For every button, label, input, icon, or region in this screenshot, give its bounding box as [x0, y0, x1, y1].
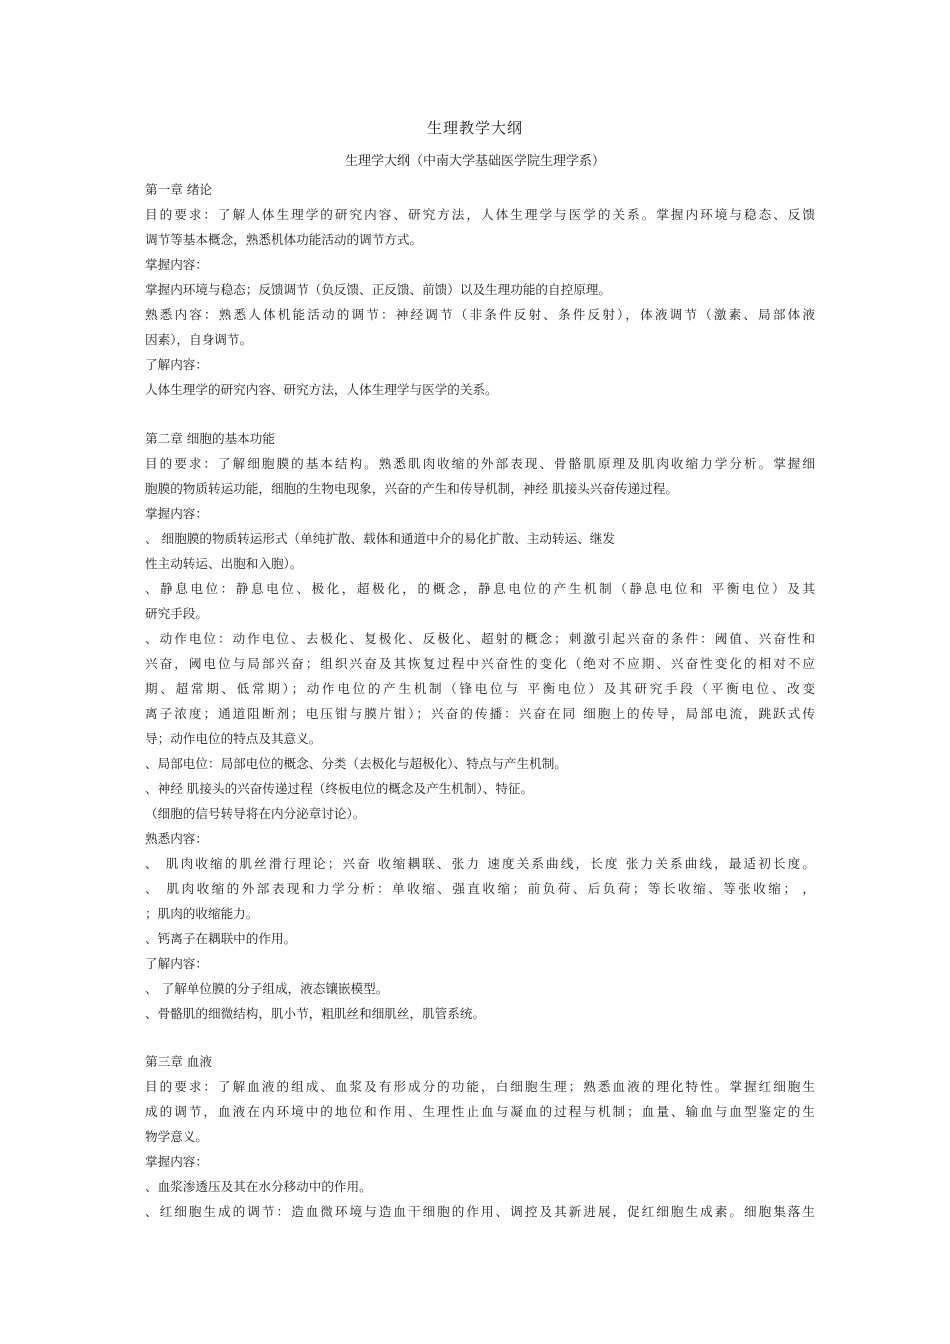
section-label: 掌握内容： — [145, 506, 208, 521]
text-line: 成的调节，血液在内环境中的地位和作用、生理性止血与凝血的过程与机制；血量、输血与血型鉴定的生 — [145, 1104, 815, 1119]
text-line: 胞膜的物质转运功能，细胞的生物电现象，兴奋的产生和传导机制，神经 肌接头兴奋传递过程。 — [145, 481, 678, 496]
list-item: 、 肌肉收缩的肌丝滑行理论；兴奋 收缩耦联、张力 速度关系曲线，长度 张力关系曲线，最适初长度。 — [145, 856, 815, 871]
list-item: 、神经 肌接头的兴奋传递过程（终板电位的概念及产生机制）、特征。 — [145, 781, 534, 796]
list-item: 、静息电位：静息电位、极化，超极化，的概念，静息电位的产生机制（静息电位和 平衡电位）及其 — [145, 581, 815, 596]
list-item: 、骨骼肌的细微结构，肌小节，粗肌丝和细肌丝，肌管系统。 — [145, 1006, 486, 1021]
text-line: 目的要求：了解血液的组成、血浆及有形成分的功能，白细胞生理；熟悉血液的理化特性。掌握红细胞生 — [145, 1079, 815, 1094]
section-label: 掌握内容： — [145, 257, 208, 272]
section-label: 了解内容： — [145, 357, 208, 372]
section-label: 熟悉内容： — [145, 831, 208, 846]
list-item: 、 肌肉收缩的外部表现和力学分析：单收缩、强直收缩；前负荷、后负荷；等长收缩、等张收缩； ， — [145, 881, 815, 896]
list-item: 、动作电位：动作电位、去极化、复极化、反极化、超射的概念；刺激引起兴奋的条件：阈值、兴奋性和 — [145, 631, 815, 646]
list-item: 、 了解单位膜的分子组成，液态镶嵌模型。 — [145, 981, 389, 996]
text-line: 目的要求：了解细胞膜的基本结构。熟悉肌肉收缩的外部表现、骨骼肌原理及肌肉收缩力学分析。掌握细 — [145, 456, 815, 471]
chapter-heading: 第一章 绪论 — [145, 182, 212, 197]
text-line: 掌握内环境与稳态；反馈调节（负反馈、正反馈、前馈）以及生理功能的自控原理。 — [145, 282, 611, 297]
list-item: 、钙离子在耦联中的作用。 — [145, 931, 297, 946]
list-item: 、 细胞膜的物质转运形式（单纯扩散、载体和通道中介的易化扩散、主动转运、继发 — [145, 531, 615, 546]
chapter-heading: 第三章 血液 — [145, 1054, 212, 1069]
text-line: 人体生理学的研究内容、研究方法，人体生理学与医学的关系。 — [145, 382, 498, 397]
text-line: 兴奋，阈电位与局部兴奋；组织兴奋及其恢复过程中兴奋性的变化（绝对不应期、兴奋性变化的相对不应 — [145, 656, 815, 671]
text-line: 导；动作电位的特点及其意义。 — [145, 731, 322, 746]
text-line: 期、超常期、低常期）；动作电位的产生机制（锋电位与 平衡电位）及其研究手段（平衡电位、改变 — [145, 681, 815, 696]
page-subtitle: 生理学大纲（中南大学基础医学院生理学系） — [344, 154, 605, 169]
text-line: 调节等基本概念，熟悉机体功能活动的调节方式。 — [145, 232, 423, 247]
chapter-heading: 第二章 细胞的基本功能 — [145, 431, 275, 446]
text-line: 熟悉内容：熟悉人体机能活动的调节：神经调节（非条件反射、条件反射），体液调节（激素、局部体液 — [145, 307, 815, 322]
section-label: 掌握内容： — [145, 1154, 208, 1169]
text-line: 物学意义。 — [145, 1129, 208, 1144]
text-line: ；肌肉的收缩能力。 — [145, 906, 259, 921]
text-line: （细胞的信号转导将在内分泌章讨论）。 — [145, 806, 366, 821]
text-line: 研究手段。 — [145, 606, 208, 621]
list-item: 、局部电位：局部电位的概念、分类（去极化与超极化）、特点与产生机制。 — [145, 756, 567, 771]
list-item: 、红细胞生成的调节：造血微环境与造血干细胞的作用、调控及其新进展，促红细胞生成素。细胞集落生 — [145, 1204, 815, 1219]
section-label: 了解内容： — [145, 956, 208, 971]
text-line: 因素），自身调节。 — [145, 332, 253, 347]
list-item: 、血浆渗透压及其在水分移动中的作用。 — [145, 1179, 372, 1194]
text-line: 性主动转运、出胞和入胞）。 — [145, 556, 303, 571]
text-line: 离子浓度；通道阻断剂；电压钳与膜片钳）；兴奋的传播：兴奋在同 细胞上的传导，局部电流，跳跃式传 — [145, 706, 815, 721]
page-title: 生理教学大纲 — [426, 119, 523, 137]
text-line: 目的要求：了解人体生理学的研究内容、研究方法，人体生理学与医学的关系。掌握内环境与稳态、反馈 — [145, 207, 815, 222]
